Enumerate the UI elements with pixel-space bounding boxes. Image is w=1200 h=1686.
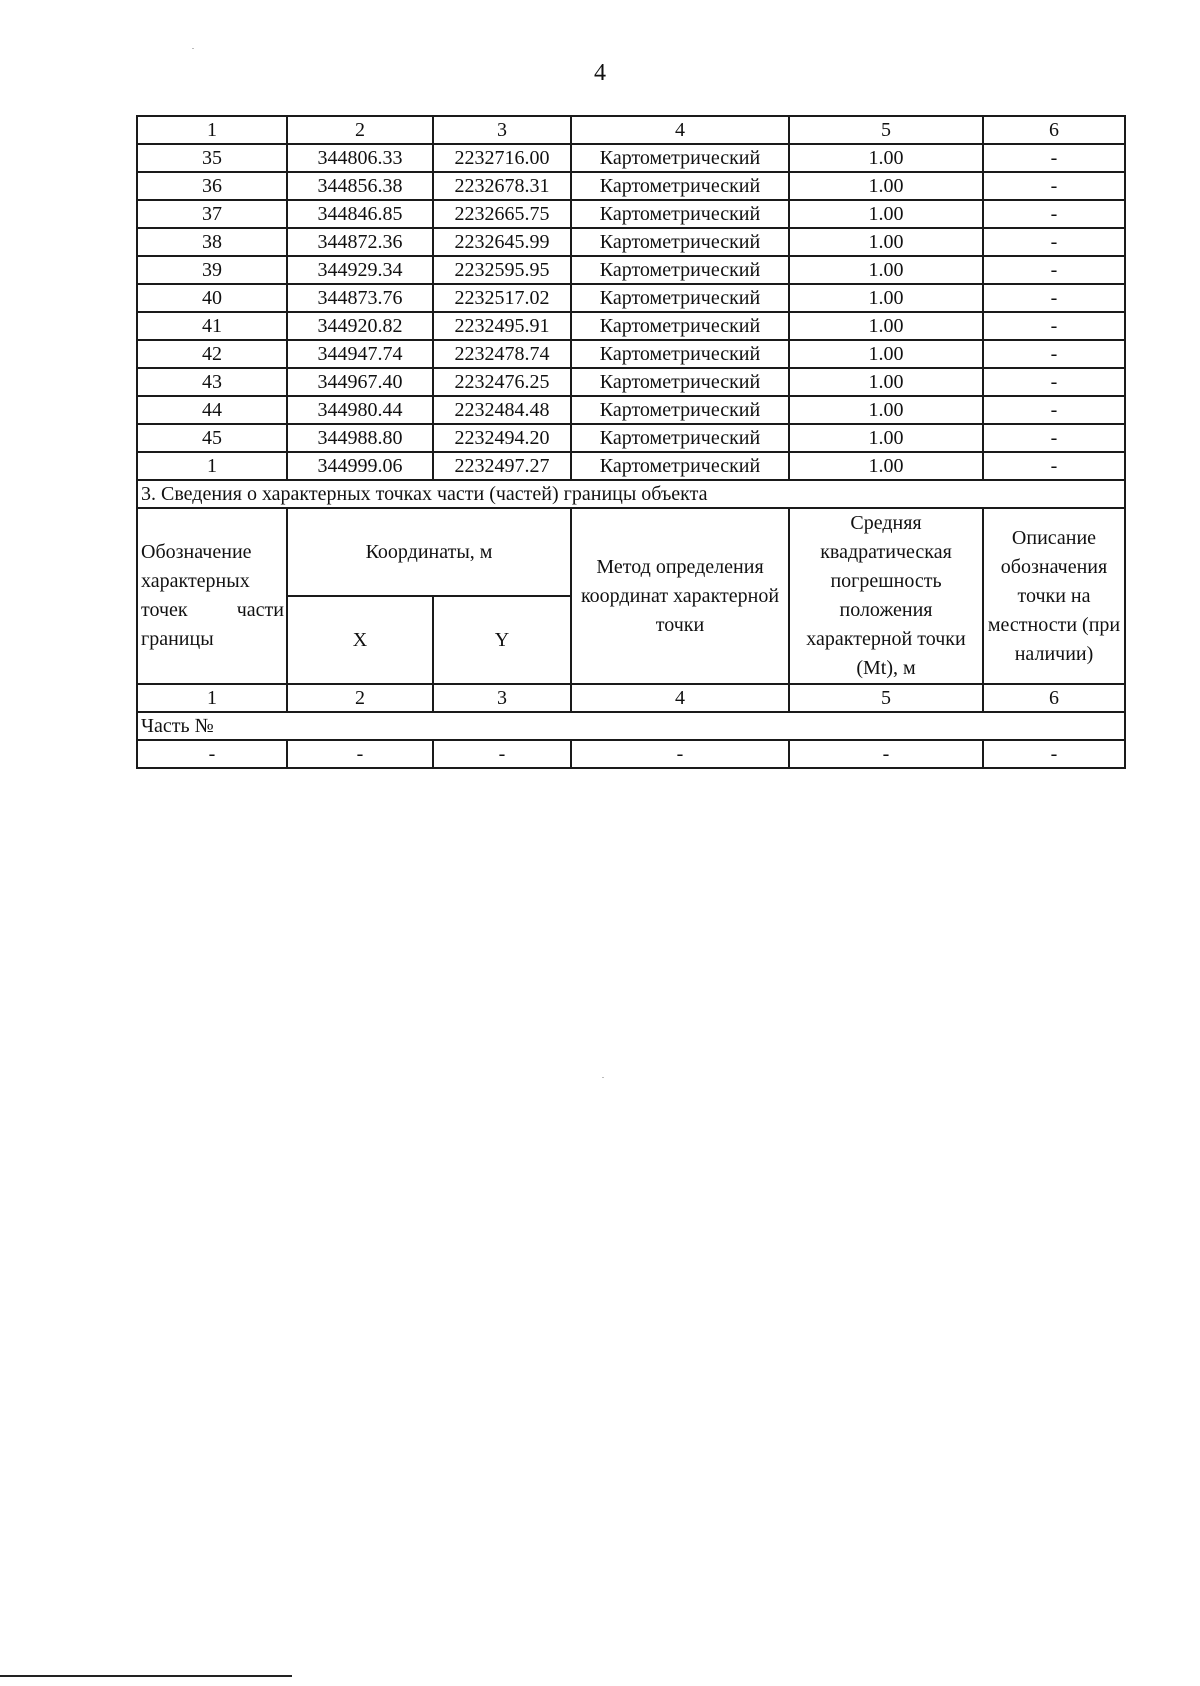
table-row [137, 368, 1125, 396]
column-number: 1 [137, 684, 287, 712]
table-cell: 344856.38 [287, 172, 433, 200]
table-row [137, 452, 1125, 480]
table-cell: 2232495.91 [433, 312, 571, 340]
table-cell: 344872.36 [287, 228, 433, 256]
table-cell: - [983, 452, 1125, 480]
table-cell: 344806.33 [287, 144, 433, 172]
table-cell: 38 [137, 228, 287, 256]
table-cell: 39 [137, 256, 287, 284]
table-cell: 344947.74 [287, 340, 433, 368]
table-row [137, 172, 1125, 200]
error-header: Средняя квадратическая погрешность положения характерной точки (Mt), м [789, 508, 983, 684]
part-row [137, 740, 1125, 768]
table-cell: 1 [137, 452, 287, 480]
table-row [137, 256, 1125, 284]
point-label-header: Обозначение характерных точек части границы [137, 508, 287, 684]
table-cell: 36 [137, 172, 287, 200]
table-cell: 1.00 [789, 200, 983, 228]
table-cell: 344929.34 [287, 256, 433, 284]
x-header: X [287, 596, 433, 684]
table-cell: - [287, 740, 433, 768]
table-cell: 344920.82 [287, 312, 433, 340]
table-cell: 2232494.20 [433, 424, 571, 452]
y-header: Y [433, 596, 571, 684]
table-cell: 1.00 [789, 396, 983, 424]
table-cell: 1.00 [789, 340, 983, 368]
column-number: 6 [983, 116, 1125, 144]
section-table-body [137, 480, 1125, 768]
column-number: 4 [571, 684, 789, 712]
table-cell: - [983, 340, 1125, 368]
table-cell: 40 [137, 284, 287, 312]
table-cell: - [571, 740, 789, 768]
table-cell: 2232678.31 [433, 172, 571, 200]
table-cell: 1.00 [789, 256, 983, 284]
table-cell: - [983, 312, 1125, 340]
table-cell: 1.00 [789, 144, 983, 172]
table-cell: Картометрический [571, 256, 789, 284]
footer-rule [0, 1675, 292, 1677]
table-cell: 1.00 [789, 284, 983, 312]
section-title: 3. Сведения о характерных точках части (частей) границы объекта [137, 480, 1125, 508]
part-label: Часть № [137, 712, 1125, 740]
table-cell: - [137, 740, 287, 768]
table-cell: 41 [137, 312, 287, 340]
table-row [137, 200, 1125, 228]
table-cell: Картометрический [571, 396, 789, 424]
description-header: Описание обозначения точки на местности (при наличии) [983, 508, 1125, 684]
table-row [137, 340, 1125, 368]
upper-table-body [137, 116, 1125, 480]
table-cell: - [983, 284, 1125, 312]
table-row [137, 284, 1125, 312]
table-cell: 2232476.25 [433, 368, 571, 396]
table-cell: Картометрический [571, 228, 789, 256]
table-cell: 1.00 [789, 452, 983, 480]
table-cell: Картометрический [571, 340, 789, 368]
table-cell: Картометрический [571, 312, 789, 340]
column-number: 5 [789, 684, 983, 712]
table-cell: 344846.85 [287, 200, 433, 228]
table-cell: Картометрический [571, 424, 789, 452]
table-cell: 35 [137, 144, 287, 172]
column-number: 5 [789, 116, 983, 144]
table-cell: 2232595.95 [433, 256, 571, 284]
column-number: 2 [287, 116, 433, 144]
table-row [137, 424, 1125, 452]
table-cell: - [983, 368, 1125, 396]
table-cell: 44 [137, 396, 287, 424]
table-cell: - [983, 256, 1125, 284]
column-number-row [137, 116, 1125, 144]
table-cell: 45 [137, 424, 287, 452]
table-cell: 1.00 [789, 312, 983, 340]
section-title-row [137, 480, 1125, 508]
table-cell: - [983, 172, 1125, 200]
table-cell: 344967.40 [287, 368, 433, 396]
table-row [137, 396, 1125, 424]
table-cell: - [983, 144, 1125, 172]
table-cell: - [983, 396, 1125, 424]
table-cell: 344980.44 [287, 396, 433, 424]
table-cell: - [433, 740, 571, 768]
column-number: 3 [433, 684, 571, 712]
scan-speck [192, 48, 194, 49]
column-number: 4 [571, 116, 789, 144]
table-cell: 2232484.48 [433, 396, 571, 424]
scan-speck [602, 1077, 604, 1078]
table-cell: 42 [137, 340, 287, 368]
table-cell: Картометрический [571, 144, 789, 172]
table-row [137, 312, 1125, 340]
table-cell: 2232665.75 [433, 200, 571, 228]
part-label-row [137, 712, 1125, 740]
table-cell: - [983, 228, 1125, 256]
table-cell: 344988.80 [287, 424, 433, 452]
table-row [137, 144, 1125, 172]
table-cell: 1.00 [789, 172, 983, 200]
column-number: 1 [137, 116, 287, 144]
table-cell: 2232478.74 [433, 340, 571, 368]
table-cell: Картометрический [571, 172, 789, 200]
table-cell: 1.00 [789, 228, 983, 256]
table-cell: 2232517.02 [433, 284, 571, 312]
section-header-row-1 [137, 508, 1125, 596]
table-cell: Картометрический [571, 200, 789, 228]
coordinates-table [136, 115, 1126, 769]
table-row [137, 228, 1125, 256]
table-cell: Картометрический [571, 368, 789, 396]
page-number: 4 [594, 60, 606, 86]
table-cell: Картометрический [571, 284, 789, 312]
table-cell: 2232645.99 [433, 228, 571, 256]
table-cell: Картометрический [571, 452, 789, 480]
section-number-row [137, 684, 1125, 712]
table-cell: 2232497.27 [433, 452, 571, 480]
table-cell: - [983, 424, 1125, 452]
table-cell: 43 [137, 368, 287, 396]
table-cell: 344999.06 [287, 452, 433, 480]
table-cell: 37 [137, 200, 287, 228]
column-number: 3 [433, 116, 571, 144]
column-number: 2 [287, 684, 433, 712]
column-number: 6 [983, 684, 1125, 712]
coordinates-header: Координаты, м [287, 508, 571, 596]
method-header: Метод определения координат характерной точки [571, 508, 789, 684]
table-cell: - [983, 200, 1125, 228]
table-cell: 2232716.00 [433, 144, 571, 172]
table-cell: - [789, 740, 983, 768]
table-cell: - [983, 740, 1125, 768]
table-cell: 1.00 [789, 368, 983, 396]
table-cell: 344873.76 [287, 284, 433, 312]
table-cell: 1.00 [789, 424, 983, 452]
